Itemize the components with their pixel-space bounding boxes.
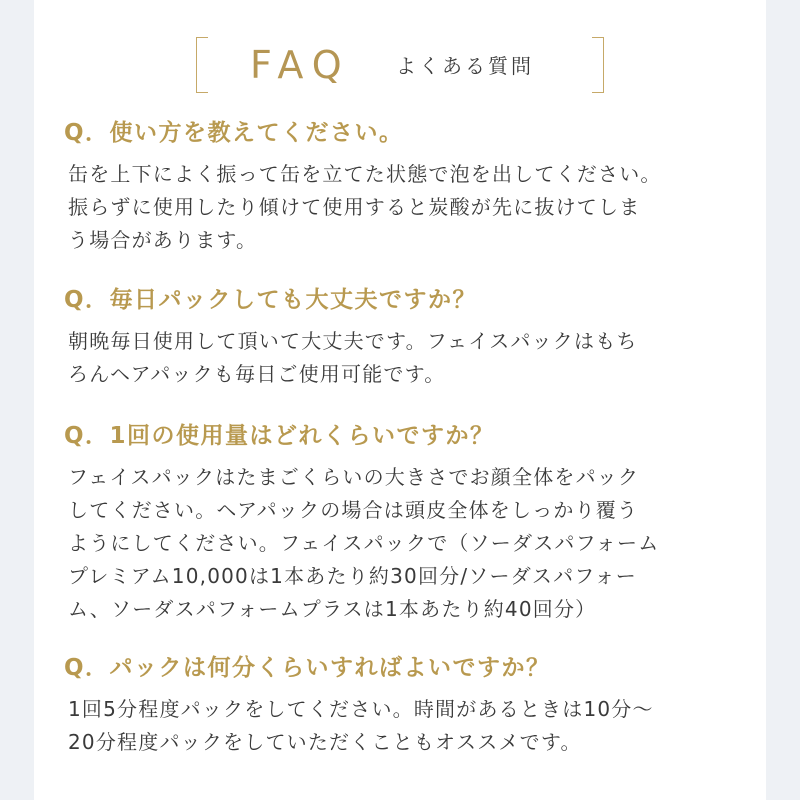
- answer-line: 20分程度パックをしていただくこともオススメです。: [68, 730, 582, 754]
- faq-question: Q．パックは何分くらいすればよいですか？: [64, 655, 551, 681]
- answer-line: 朝晩毎日使用して頂いて大丈夫です。フェイスパックはもち: [68, 329, 638, 353]
- faq-subtitle: よくある質問: [396, 54, 534, 78]
- faq-item-2: [64, 285, 744, 391]
- faq-answer: [68, 158, 744, 257]
- faq-answer: [68, 461, 744, 626]
- answer-line: 缶を上下によく振って缶を立てた状態で泡を出してください。: [68, 162, 662, 186]
- faq-question: Q．1回の使用量はどれくらいですか？: [64, 423, 495, 449]
- answer-line: う場合があります。: [68, 228, 258, 252]
- faq-question: Q．使い方を教えてください。: [64, 120, 404, 146]
- answer-line: してください。ヘアパックの場合は頭皮全体をしっかり覆う: [68, 498, 639, 522]
- faq-item-1: [64, 118, 744, 257]
- answer-line: プレミアム10,000は1本あたり約30回分/ソーダスパフォー: [68, 564, 637, 588]
- answer-line: ろんヘアパックも毎日ご使用可能です。: [68, 362, 446, 386]
- faq-item-4: [64, 653, 744, 759]
- faq-answer: [68, 693, 744, 759]
- answer-line: ようにしてください。フェイスパックで（ソーダスパフォーム: [68, 531, 660, 555]
- faq-answer: [68, 325, 744, 391]
- left-bracket-decoration: [196, 37, 208, 93]
- answer-line: ム、ソーダスパフォームプラスは1本あたり約40回分）: [68, 597, 597, 621]
- answer-line: フェイスパックはたまごくらいの大きさでお顔全体をパック: [68, 465, 640, 489]
- faq-title: FAQ: [250, 43, 351, 87]
- faq-question: Q．毎日パックしても大丈夫ですか？: [64, 287, 478, 313]
- answer-line: 1回5分程度パックをしてください。時間があるときは10分～: [68, 697, 654, 721]
- answer-line: 振らずに使用したり傾けて使用すると炭酸が先に抜けてしま: [68, 195, 641, 219]
- faq-header: [196, 37, 604, 93]
- right-bracket-decoration: [592, 37, 604, 93]
- faq-item-3: [64, 421, 744, 626]
